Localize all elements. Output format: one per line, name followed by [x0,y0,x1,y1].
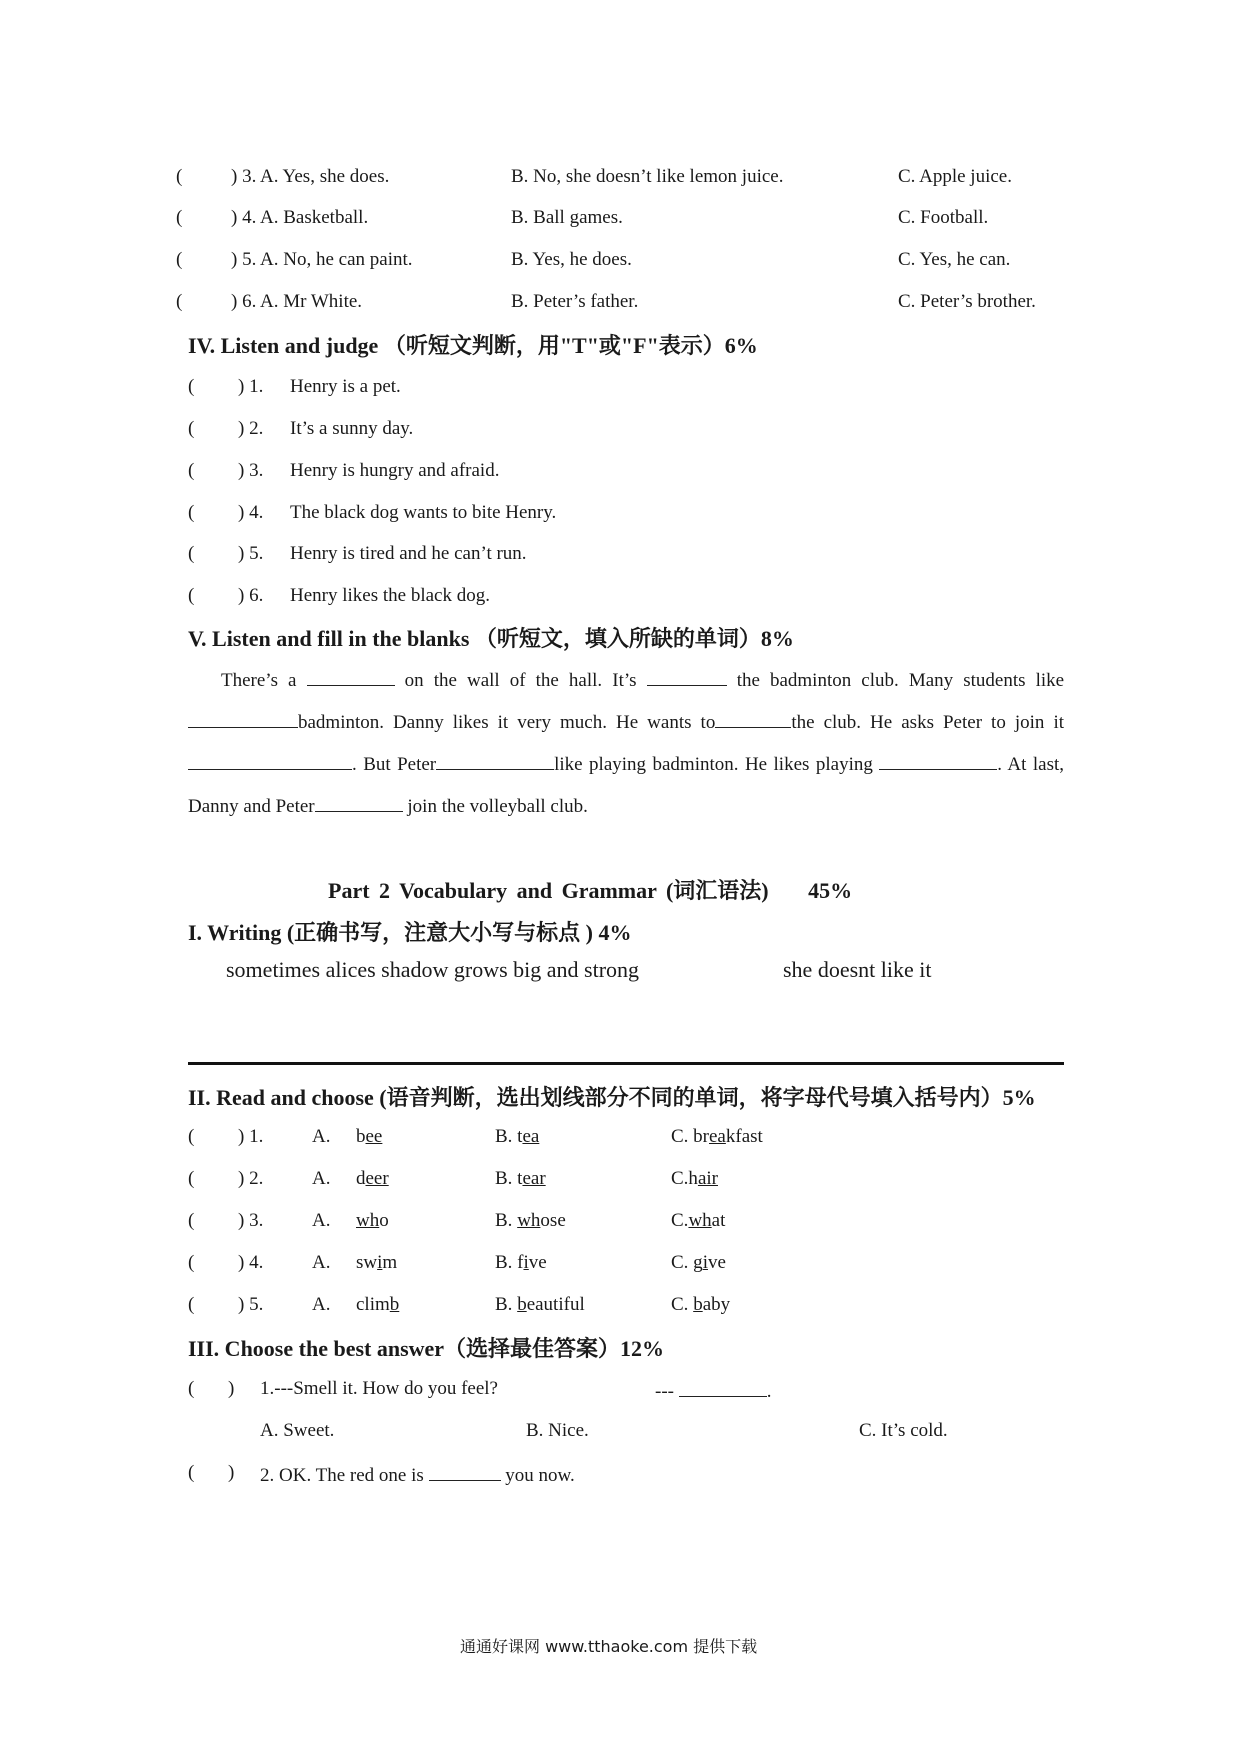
option-a-label: A. [312,1126,331,1147]
statement-text: Henry is a pet. [290,376,401,397]
question-1-option-a: A. Sweet. [260,1420,335,1441]
writing-answer-line[interactable] [188,1062,1064,1065]
option-a-word: who [356,1210,389,1231]
question-option-b: B. Ball games. [511,207,623,228]
question-2-text: 2. OK. The red one is you now. [260,1462,575,1487]
option-a-label: A. [312,1294,331,1315]
item-number: ) 5. [238,1294,264,1315]
answer-bracket[interactable]: ( [188,1294,195,1315]
writing-sentence-1: sometimes alices shadow grows big and strong [226,957,640,982]
answer-bracket-close: ) [228,1462,235,1483]
option-a-label: A. [312,1210,331,1231]
option-c-word: C. baby [671,1294,731,1315]
question-option-a: ) 4. A. Basketball. [231,207,369,228]
part2-title [328,874,852,905]
section-v-title: V. Listen and fill in the blanks （听短文，填入所缺的单词）8% [188,626,794,651]
part2-score: 45% [808,878,853,903]
section-iv-title: IV. Listen and judge （听短文判断，用"T"或"F"表示）6% [188,333,758,358]
question-option-c: C. Football. [898,207,989,228]
question-1-response: --- . [655,1378,771,1403]
option-a-word: bee [356,1126,383,1147]
passage-text: the badminton club. Many students like [736,670,1065,691]
option-a-word: deer [356,1168,389,1189]
answer-bracket[interactable]: ( [188,376,195,397]
option-b-word: B. tea [495,1126,540,1147]
answer-bracket[interactable]: ( [188,1210,195,1231]
passage-text: join the volleyball club. [407,796,588,817]
fill-blank[interactable] [188,751,352,770]
question-option-c: C. Yes, he can. [898,249,1011,270]
passage-text: like playing badminton. He likes playing [554,754,873,775]
answer-bracket[interactable]: ( [188,1252,195,1273]
section-ii-title: II. Read and choose (语音判断，选出划线部分不同的单词，将字母代号填入括号内）5% [188,1085,1036,1110]
statement-text: It’s a sunny day. [290,418,414,439]
item-number: ) 1. [238,1126,264,1147]
item-number: ) 3. [238,460,264,481]
answer-bracket[interactable]: ( [188,1168,195,1189]
writing-title: I. Writing (正确书写，注意大小写与标点 ) 4% [188,920,632,945]
statement-text: Henry is hungry and afraid. [290,460,500,481]
answer-bracket[interactable]: ( [176,291,183,312]
item-number: ) 2. [238,418,264,439]
part2-title-text: Part 2 Vocabulary and Grammar (词汇语法) [328,878,769,903]
question-option-b: B. Yes, he does. [511,249,632,270]
question-option-b: B. No, she doesn’t like lemon juice. [511,166,784,187]
writing-sentence-2: she doesnt like it [783,957,932,982]
statement-text: Henry likes the black dog. [290,585,490,606]
option-b-word: B. tear [495,1168,546,1189]
question-1-option-b: B. Nice. [526,1420,589,1441]
option-c-word: C. give [671,1252,726,1273]
item-number: ) 1. [238,376,264,397]
statement-text: Henry is tired and he can’t run. [290,543,527,564]
option-b-word: B. beautiful [495,1294,585,1315]
fill-blank[interactable] [315,793,403,812]
passage-text: . But Peter [352,754,437,775]
item-number: ) 5. [238,543,264,564]
question-1-option-c: C. It’s cold. [859,1420,948,1441]
passage-text: on the wall of the hall. It’s [404,670,637,691]
answer-bracket[interactable]: ( [188,1126,195,1147]
passage-text: the club. He asks Peter to join it [791,712,1065,733]
option-a-word: swim [356,1252,398,1273]
fill-blank[interactable] [188,709,298,728]
footer-watermark: 通通好课网 www.tthaoke.com 提供下载 [460,1637,758,1656]
fill-blank[interactable] [715,709,791,728]
answer-bracket[interactable]: ( [176,207,183,228]
option-c-word: C.what [671,1210,726,1231]
fill-blank[interactable] [647,667,727,686]
passage-text: . At last, Danny and Peter [188,754,1064,817]
question-option-a: ) 3. A. Yes, she does. [231,166,390,187]
question-option-c: C. Apple juice. [898,166,1012,187]
answer-bracket[interactable]: ( [176,249,183,270]
item-number: ) 3. [238,1210,264,1231]
question-1-text: 1.---Smell it. How do you feel? [260,1378,498,1399]
fill-blank[interactable] [429,1462,501,1481]
option-b-word: B. five [495,1252,547,1273]
answer-bracket[interactable]: ( [188,418,195,439]
passage-text: There’s a [221,670,297,691]
answer-bracket-close: ) [228,1378,235,1399]
answer-bracket[interactable]: ( [188,1378,195,1399]
option-b-word: B. whose [495,1210,566,1231]
fill-blank[interactable] [307,667,395,686]
answer-bracket[interactable]: ( [188,460,195,481]
answer-bracket[interactable]: ( [188,543,195,564]
question-option-a: ) 5. A. No, he can paint. [231,249,413,270]
item-number: ) 2. [238,1168,264,1189]
option-c-word: C.hair [671,1168,718,1189]
option-c-word: C. breakfast [671,1126,763,1147]
answer-bracket[interactable]: ( [188,585,195,606]
item-number: ) 6. [238,585,264,606]
fill-blank[interactable] [436,751,554,770]
answer-bracket[interactable]: ( [188,502,195,523]
option-a-label: A. [312,1252,331,1273]
fill-blank[interactable] [679,1378,767,1397]
item-number: ) 4. [238,1252,264,1273]
option-a-word: climb [356,1294,400,1315]
item-number: ) 4. [238,502,264,523]
answer-bracket[interactable]: ( [176,166,183,187]
fill-blank[interactable] [879,751,997,770]
section-iii-title: III. Choose the best answer（选择最佳答案）12% [188,1336,665,1361]
question-option-b: B. Peter’s father. [511,291,639,312]
question-option-a: ) 6. A. Mr White. [231,291,363,312]
answer-bracket[interactable]: ( [188,1462,195,1483]
statement-text: The black dog wants to bite Henry. [290,502,557,523]
passage-text: badminton. Danny likes it very much. He wants to [298,712,716,733]
option-a-label: A. [312,1168,331,1189]
fill-in-passage [188,660,1064,828]
question-option-c: C. Peter’s brother. [898,291,1036,312]
